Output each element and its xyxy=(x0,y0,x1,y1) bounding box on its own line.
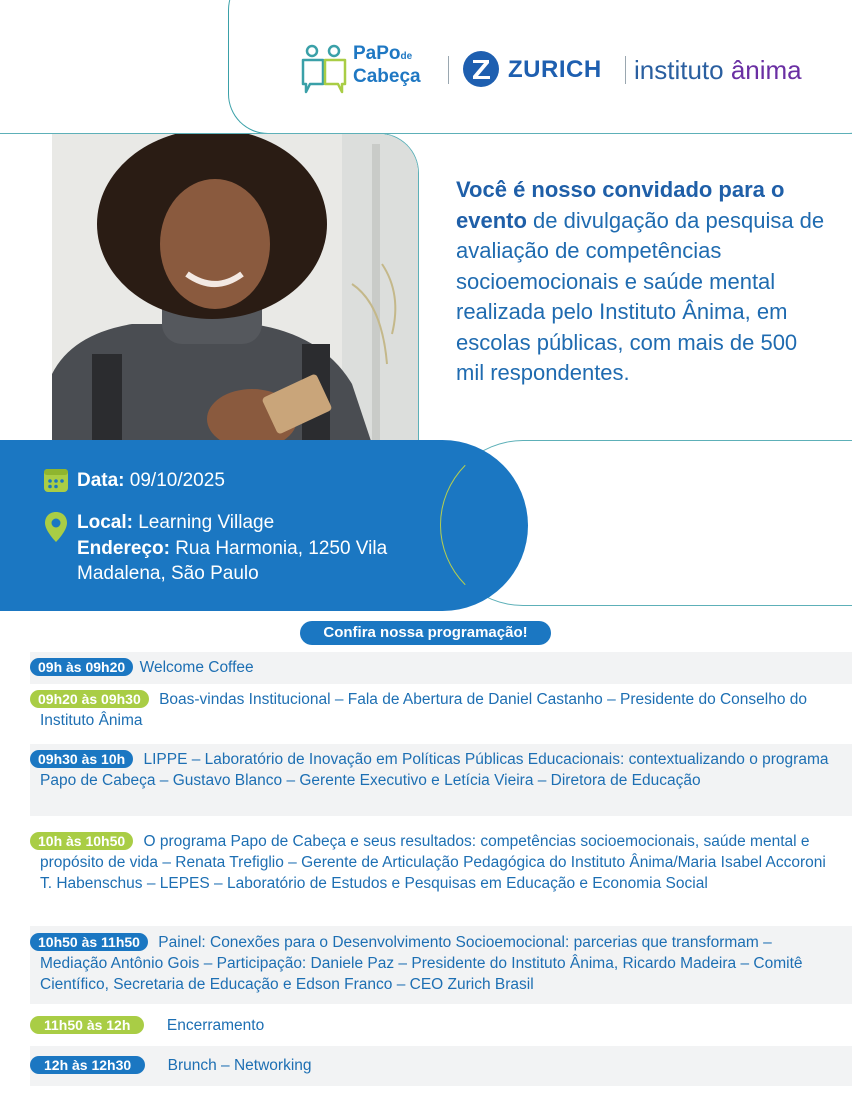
schedule-text: LIPPE – Laboratório de Inovação em Políticas Públicas Educacionais: contextualizando o programa Papo de Cabeça – Gustavo Blanco – Gerente Executivo e Letícia Vieira – Diretora de Educação xyxy=(40,751,829,789)
event-address xyxy=(77,536,387,561)
time-badge: 09h às 09h20 xyxy=(30,658,133,676)
woman-with-phone-image xyxy=(52,134,418,444)
schedule-text: Boas-vindas Institucional – Fala de Abertura de Daniel Castanho – Presidente do Conselho do Instituto Ânima xyxy=(40,691,808,729)
schedule-text: Brunch – Networking xyxy=(167,1057,312,1074)
papo-logo-line2: Cabeça xyxy=(353,66,421,87)
event-location xyxy=(77,510,274,535)
time-badge: 09h30 às 10h xyxy=(30,750,133,768)
intro-rest: de divulgação da pesquisa de avaliação de competências socioemocionais e saúde mental realizada pelo Instituto Ânima, em escolas públicas, com mais de 500 mil respondentes. xyxy=(456,207,825,385)
calendar-icon xyxy=(43,465,69,493)
schedule-item xyxy=(40,749,840,791)
schedule-text: Painel: Conexões para o Desenvolvimento Socioemocional: parcerias que transformam – Mediação Antônio Gois – Participação: Daniele Paz – Presidente do Instituto Ânima, Ricardo Madeira – Comitê Científico, Secretaria de Educação e Edson Franco – CEO Zurich Brasil xyxy=(40,934,803,993)
schedule-text: Encerramento xyxy=(166,1017,265,1034)
papo-logo-de: de xyxy=(400,51,413,62)
schedule-text: Welcome Coffee xyxy=(139,659,254,676)
schedule-row xyxy=(30,1010,852,1042)
schedule-row xyxy=(30,686,852,734)
date-label: Data: xyxy=(77,470,125,491)
schedule-item xyxy=(40,689,840,731)
schedule-row xyxy=(30,652,852,684)
schedule-row xyxy=(30,828,852,916)
instituto-text: instituto xyxy=(634,55,731,85)
papo-de-cabeca-logo-icon xyxy=(300,44,350,96)
schedule-row xyxy=(30,1046,852,1086)
intro-paragraph xyxy=(456,175,826,389)
time-badge: 10h às 10h50 xyxy=(30,832,133,850)
papo-de-cabeca-logo xyxy=(353,44,421,87)
schedule-row xyxy=(30,926,852,1004)
time-badge: 12h às 12h30 xyxy=(30,1056,145,1074)
schedule-row xyxy=(30,744,852,816)
time-badge: 10h50 às 11h50 xyxy=(30,933,148,951)
intro-bold: Você é nosso convidado para o evento xyxy=(456,177,785,233)
address-value: Rua Harmonia, 1250 Vila xyxy=(169,538,388,559)
location-pin-icon xyxy=(44,511,68,543)
schedule-text: O programa Papo de Cabeça e seus resultados: competências socioemocionais, saúde mental e propósito de vida – Renata Trefiglio – Gerente de Articulação Pedagógica do Instituto Ânima/Maria Isabel Accoroni T. Habenschus – LEPES – Laboratório de Estudos e Pesquisas em Educação e Economia Social xyxy=(40,833,826,892)
local-label: Local: xyxy=(77,512,133,533)
anima-text: ânima xyxy=(730,55,802,85)
event-date xyxy=(77,468,225,493)
schedule-item xyxy=(30,657,254,678)
event-address-line2: Madalena, São Paulo xyxy=(77,563,259,584)
schedule-item xyxy=(30,1015,264,1036)
address-label: Endereço: xyxy=(77,538,170,559)
decorative-outline xyxy=(440,440,641,610)
schedule-item xyxy=(30,1055,312,1076)
hero-photo xyxy=(52,133,419,444)
instituto-anima-logo xyxy=(634,55,802,86)
local-value: Learning Village xyxy=(132,512,275,533)
zurich-logo-text: ZURICH xyxy=(508,56,602,83)
schedule-item xyxy=(40,932,840,995)
logo-divider xyxy=(625,56,626,84)
date-value: 09/10/2025 xyxy=(124,470,225,491)
papo-logo-line1: PaPo xyxy=(353,43,401,64)
schedule-item xyxy=(40,831,840,894)
program-title-pill: Confira nossa programação! xyxy=(300,621,551,645)
zurich-logo-icon xyxy=(463,51,499,87)
time-badge: 09h20 às 09h30 xyxy=(30,690,149,708)
time-badge: 11h50 às 12h xyxy=(30,1016,144,1034)
logo-divider xyxy=(448,56,449,84)
